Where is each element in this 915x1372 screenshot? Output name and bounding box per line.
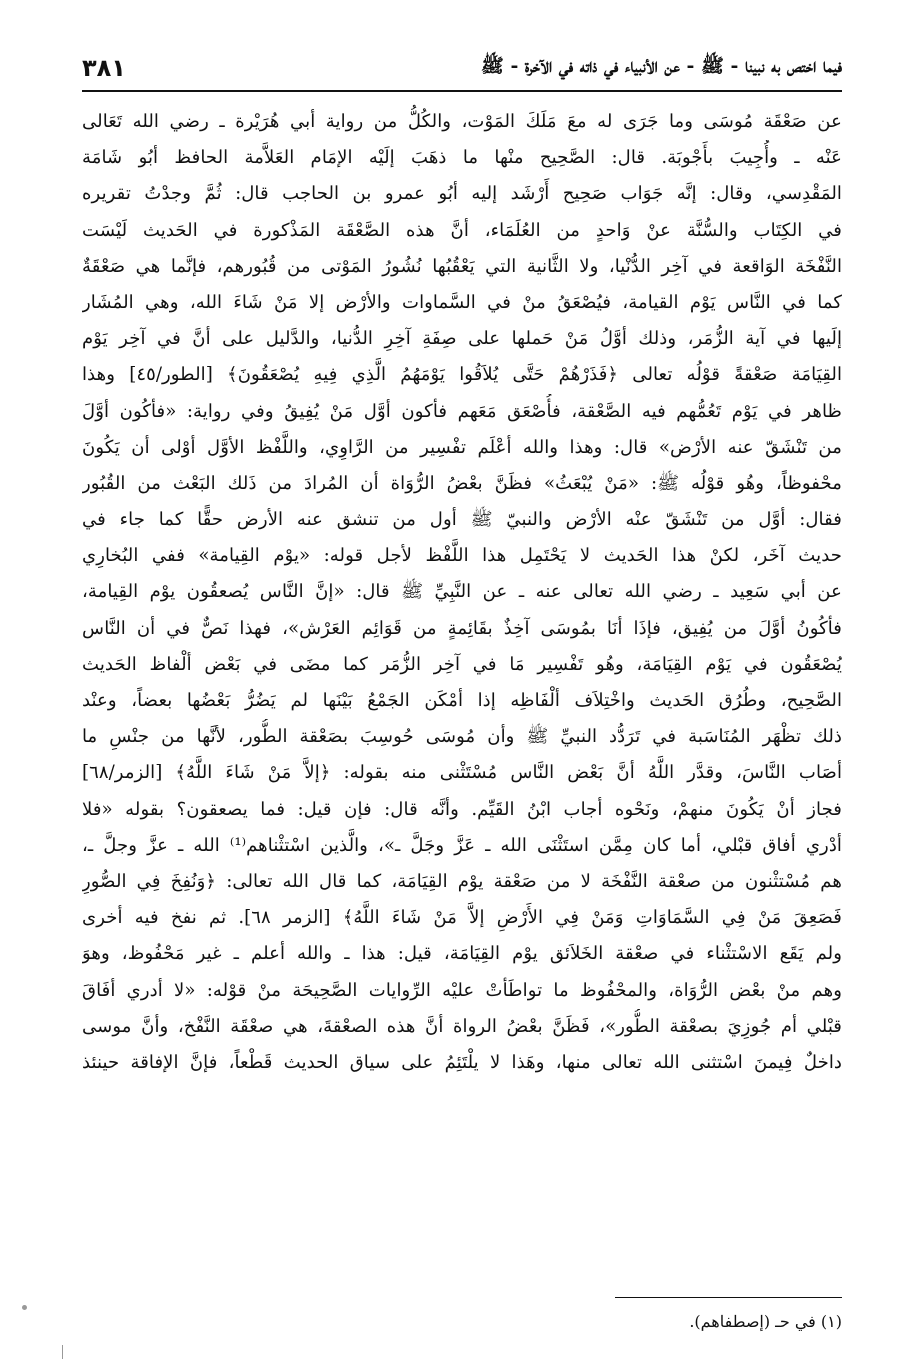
- text-line: إلَيها في آية الزُّمَر، وذلك أوَّلُ مَنْ حَملها على صِفَةِ آخِرِ الدُّنيا، والدَّليل على أنَّ في آخِر يَوْم: [82, 328, 842, 350]
- text-line: وهم منْ بعْض الرُّوَاة، والمحْفُوظ ما تواطَأتْ عليْه الرِّوايات الصَّحِيحَة منْ قوْله: «لا أدري أفَاقَ: [82, 979, 842, 1001]
- text-line: فأكُونُ أوَّلَ من يُفِيق، فإذَا أنَا بمُوسَى آخِذٌ بقَائِمةٍ من قَوَائِم العَرْش»، فهذا نَصٌّ في أن النَّاس: [82, 617, 842, 639]
- page-header: [82, 46, 842, 92]
- text-line: محْفوظاً، وهُو قوْلُه ﷺ: «مَنْ يُبْعَثُ» فظَنَّ بعْضُ الرُّوَاة أن المُرادَ من ذَلك البَعْث من القُبُور: [82, 472, 842, 494]
- footnote: (١) في حـ (إصطفاهم).: [689, 1312, 842, 1331]
- text-line: عن صَعْقَة مُوسَى وما جَرَى له معَ مَلَكَ المَوْت، والكُلُّ من رواية أبي هُرَيْرة ـ رضي الله تَعَالى: [82, 111, 842, 132]
- text-line: من تَنْشَقّ عنه الأرْض» قال: وهذا والله أعْلَم تفْسِير من الرَّاوِي، واللَّفْظ الأوَّل أوْلى أن يَكُونَ: [82, 436, 842, 458]
- text-line: أدْري أفاق قبْلي، أما كان مِمَّن استَثْنَى الله ـ عَزَّ وجَلَّ ـ»، والَّذين اسْتثْناهم⁽¹⁾ الله ـ عزَّ وجلَّ ـ،: [82, 834, 842, 856]
- text-line: القِيَامَة صَعْقةً قوْلُه تعالى ﴿فَذَرْهُمْ حَتَّى يُلاَقُوا يَوْمَهُمُ الَّذِي فِيهِ يُصْعَقُونَ﴾ [الطور/٤٥] وهذا: [82, 364, 842, 386]
- text-line: أصَاب النَّاسَ، وقدَّر اللَّهُ أنَّ بَعْض النَّاس مُسْتَثْنى منه بقوله: ﴿إلاَّ مَنْ شَاءَ اللَّهُ﴾ [الزمر/٦٨]: [82, 762, 842, 784]
- margin-tick: [62, 1345, 63, 1359]
- text-line: ذلك تظْهَر المُنَاسَبة في تَرَدُّد النبيِّ ﷺ وأن مُوسَى حُوسِبَ بصَعْقة الطُّور، لأنَّها من جنْسِ ما: [82, 726, 842, 748]
- text-line: داخلٌ فِيمنَ اسْتثنى الله تعالى منها، وهَذا لا يلْتَئِمُ على سياق الحديث قَطْعاً، فإنَّ الإفاقة حينئذ: [82, 1051, 842, 1073]
- text-line: في الكِتَاب والسُّنَّة عنْ وَاحدٍ من العُلَمَاء، أنَّ هذه الصَّعْقَة المَذْكورة في الحَديث لَيْسَت: [82, 219, 842, 241]
- margin-dot: [22, 1305, 27, 1310]
- text-line: الصَّحِيح، وطُرُق الحَديث واخْتِلاَف ألْفَاظِه إذا أمْكَن الجَمْعُ بَيْنَها لم يَضُرُّ بَعْضُها بعضاً، وعنْد: [82, 690, 842, 711]
- text-line: حديث آخَر، لكنْ هذا الحَديث لا يَحْتَمِل هذا اللَّفْظ لأجل قوله: «يوْم القِيامة» ففي البُخارِي: [82, 545, 842, 567]
- text-line: كما في النَّاس يَوْم القيامة، فيُصْعَقُ منْ في السَّماوات والأرْض إلا مَنْ شَاءَ الله، وهي المُشَار: [82, 291, 842, 313]
- body-text: [82, 104, 842, 1081]
- text-line: ولم يَقَع الاسْتثْناء في صعْقة الخَلاَئق يوْم القِيَامَة، قيل: هذا ـ والله أعلم ـ غير مَحْفُوظ، وهوَ: [82, 943, 842, 965]
- text-line: قبْلي أم جُوزِيَ بصعْقة الطُّور»، فَظَنَّ بعْضُ الرواة أنَّ هذه الصعْقةَ، هي صعْقَة النَّفْخ، وأنَّ موسى: [82, 1015, 842, 1037]
- text-line: ظاهر في يَوْم تَعُمُّهم فيه الصَّعْقة، فأُصْعَق مَعَهم فأكون أوَّل مَنْ يُفِيقُ وفي رواية: «فأكُون أوَّلَ: [82, 400, 842, 422]
- text-line: النَّفْخَة الوَاقعة في آخِر الدُّنْيا، ولا الثَّانية التي يَعْقُبُها نُشُورُ المَوْتى من قُبُورهم، فإنَّما هي صَعْقَةٌ: [82, 255, 842, 277]
- page-number: ٣٨١: [82, 54, 126, 82]
- text-line: عَنْه ـ وأُجِيبَ بأَجْوبَة. قال: الصَّحِيح منْها ما ذهَبَ إلَيْه الإمَام العَلاَّمة الحافظ أبُو شَامَة: [82, 147, 842, 169]
- text-line: يُصْعَقُون في يَوْم القِيَامَة، وهُو تَفْسِير مَا في آخِر الزُّمَر كما مضَى في بَعْض ألْفاظ الحَديث: [82, 653, 842, 675]
- text-line: عن أبي سَعِيد ـ رضي الله تعالى عنه ـ عن النَّبِيِّ ﷺ قال: «إنَّ النَّاس يُصعقُون يوْم القِيامة،: [82, 581, 842, 603]
- text-line: فَصَعِقَ مَنْ فِي السَّمَاوَاتِ وَمَنْ فِي الأَرْضِ إلاَّ مَنْ شَاءَ اللَّهُ﴾ [الزمر ٦٨]. ثم نفخ فيه أخرى: [82, 907, 842, 929]
- footnote-divider: [615, 1297, 842, 1298]
- text-line: فقال: أوَّل من تَنْشَقّ عنْه الأرْض والنبيّ ﷺ أول من تنشق عنه الأرض حقًّا كما جاء في: [82, 509, 842, 531]
- running-title: فيما اختص به نبينا - ﷺ - عن الأنبياء في ذاته في الآخرة - ﷺ: [480, 55, 842, 77]
- text-line: المَقْدِسي، وقال: إنَّه جَوَاب صَحِيح أَرْشَد إليه أبُو عمرو بن الحاجب قال: ثُمَّ وجدْتُ تقريره: [82, 183, 842, 205]
- text-line: فجاز أنْ يَكُونَ منهمْ، ونَحْوه أجاب ابْنُ القَيِّم. وأنَّه قال: فإن قيل: فما يصعقون؟ بقوله «فلا: [82, 798, 842, 820]
- text-line: هم مُسْتثْنون من صعْقة النَّفْخَة لا من صَعْقة يوْم القِيَامَة، كما قال الله تعالى: ﴿وَنُفِخَ فِي الصُّورِ: [82, 870, 842, 892]
